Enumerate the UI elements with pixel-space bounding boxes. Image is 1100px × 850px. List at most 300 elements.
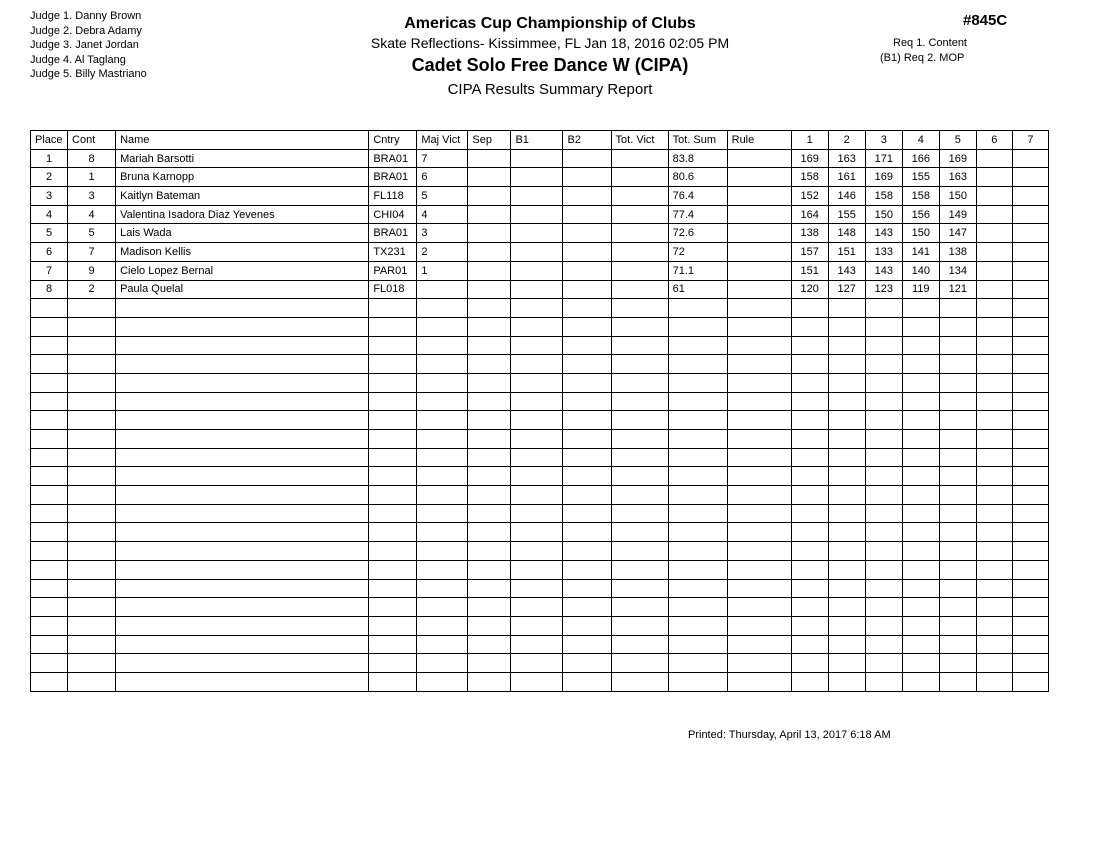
cell-j5: 150: [939, 187, 976, 206]
empty-cell: [116, 486, 369, 505]
empty-cell: [828, 467, 865, 486]
empty-cell: [865, 560, 902, 579]
empty-cell: [68, 299, 116, 318]
empty-cell: [468, 672, 511, 691]
empty-cell: [727, 373, 791, 392]
cell-j4: 119: [902, 280, 939, 299]
cell-j2: 151: [828, 243, 865, 262]
empty-cell: [369, 616, 417, 635]
empty-cell: [902, 392, 939, 411]
cell-place: 8: [31, 280, 68, 299]
empty-cell: [791, 467, 828, 486]
empty-cell: [611, 411, 668, 430]
cell-place: 7: [31, 261, 68, 280]
empty-cell: [939, 654, 976, 673]
cell-cont: 7: [68, 243, 116, 262]
empty-cell: [939, 430, 976, 449]
empty-cell: [828, 430, 865, 449]
empty-cell: [976, 467, 1012, 486]
empty-cell: [791, 672, 828, 691]
cell-sep: [468, 261, 511, 280]
cell-sep: [468, 224, 511, 243]
empty-cell: [727, 317, 791, 336]
empty-cell: [902, 635, 939, 654]
cell-b2: [563, 205, 611, 224]
cell-rule: [727, 149, 791, 168]
empty-cell: [828, 672, 865, 691]
empty-cell: [727, 504, 791, 523]
empty-cell: [727, 448, 791, 467]
results-body: [31, 149, 1049, 691]
empty-cell: [791, 336, 828, 355]
empty-cell: [31, 635, 68, 654]
empty-cell: [563, 654, 611, 673]
empty-cell: [468, 355, 511, 374]
cell-j6: [976, 205, 1012, 224]
cell-j1: 157: [791, 243, 828, 262]
empty-cell: [417, 654, 468, 673]
empty-cell: [369, 542, 417, 561]
empty-cell: [902, 486, 939, 505]
empty-cell: [1012, 448, 1048, 467]
cell-tot-sum: 77.4: [668, 205, 727, 224]
empty-cell: [369, 579, 417, 598]
cell-rule: [727, 224, 791, 243]
empty-cell: [1012, 579, 1048, 598]
cell-place: 5: [31, 224, 68, 243]
cell-place: 4: [31, 205, 68, 224]
empty-cell: [1012, 336, 1048, 355]
judge-line-1: Judge 1. Danny Brown: [30, 10, 142, 22]
empty-row: [31, 523, 1049, 542]
cell-cont: 9: [68, 261, 116, 280]
empty-cell: [791, 430, 828, 449]
empty-cell: [611, 616, 668, 635]
empty-cell: [902, 542, 939, 561]
empty-cell: [417, 411, 468, 430]
empty-cell: [611, 467, 668, 486]
cell-cont: 3: [68, 187, 116, 206]
empty-cell: [369, 560, 417, 579]
empty-cell: [369, 317, 417, 336]
empty-cell: [939, 542, 976, 561]
cell-j5: 147: [939, 224, 976, 243]
empty-cell: [563, 336, 611, 355]
empty-cell: [791, 542, 828, 561]
empty-cell: [902, 317, 939, 336]
empty-cell: [417, 579, 468, 598]
empty-cell: [939, 373, 976, 392]
column-header-j4: 4: [902, 131, 939, 150]
empty-cell: [865, 486, 902, 505]
empty-cell: [865, 542, 902, 561]
empty-cell: [791, 411, 828, 430]
empty-cell: [727, 355, 791, 374]
cell-cntry: BRA01: [369, 224, 417, 243]
cell-j5: 138: [939, 243, 976, 262]
empty-cell: [865, 392, 902, 411]
venue-date-line: Skate Reflections- Kissimmee, FL Jan 18, 2016 02:05 PM: [370, 35, 730, 51]
empty-cell: [791, 486, 828, 505]
empty-cell: [468, 430, 511, 449]
empty-cell: [511, 392, 563, 411]
empty-cell: [611, 560, 668, 579]
column-header-name: Name: [116, 131, 369, 150]
empty-cell: [727, 542, 791, 561]
empty-cell: [668, 486, 727, 505]
empty-cell: [828, 355, 865, 374]
empty-cell: [668, 355, 727, 374]
empty-cell: [668, 579, 727, 598]
empty-row: [31, 672, 1049, 691]
cell-j6: [976, 187, 1012, 206]
report-title: CIPA Results Summary Report: [447, 81, 653, 98]
cell-j2: 161: [828, 168, 865, 187]
cell-sep: [468, 187, 511, 206]
cell-b2: [563, 187, 611, 206]
empty-cell: [865, 299, 902, 318]
empty-cell: [116, 616, 369, 635]
cell-j6: [976, 149, 1012, 168]
cell-b1: [511, 168, 563, 187]
empty-cell: [976, 504, 1012, 523]
empty-cell: [369, 654, 417, 673]
column-header-cntry: Cntry: [369, 131, 417, 150]
empty-cell: [828, 598, 865, 617]
empty-cell: [1012, 430, 1048, 449]
empty-row: [31, 654, 1049, 673]
cell-j7: [1012, 261, 1048, 280]
cell-cont: 5: [68, 224, 116, 243]
empty-row: [31, 542, 1049, 561]
empty-cell: [727, 616, 791, 635]
empty-cell: [976, 355, 1012, 374]
column-header-j3: 3: [865, 131, 902, 150]
empty-cell: [369, 467, 417, 486]
cell-tot-sum: 72.6: [668, 224, 727, 243]
empty-cell: [511, 355, 563, 374]
empty-cell: [1012, 654, 1048, 673]
empty-cell: [791, 598, 828, 617]
cell-j3: 123: [865, 280, 902, 299]
empty-cell: [668, 373, 727, 392]
empty-cell: [369, 672, 417, 691]
cell-rule: [727, 187, 791, 206]
cell-tot-vict: [611, 187, 668, 206]
cell-name: Bruna Karnopp: [116, 168, 369, 187]
table-row: [31, 187, 1049, 206]
empty-cell: [727, 392, 791, 411]
empty-cell: [468, 598, 511, 617]
judge-line-4: Judge 4. Al Taglang: [30, 53, 126, 66]
empty-cell: [1012, 504, 1048, 523]
empty-cell: [563, 317, 611, 336]
cell-rule: [727, 168, 791, 187]
empty-cell: [902, 430, 939, 449]
empty-cell: [116, 336, 369, 355]
empty-cell: [468, 635, 511, 654]
empty-cell: [68, 373, 116, 392]
empty-cell: [727, 579, 791, 598]
empty-cell: [727, 486, 791, 505]
empty-row: [31, 486, 1049, 505]
empty-cell: [68, 411, 116, 430]
empty-cell: [68, 486, 116, 505]
empty-cell: [68, 654, 116, 673]
empty-cell: [828, 448, 865, 467]
empty-cell: [611, 598, 668, 617]
empty-cell: [865, 579, 902, 598]
empty-cell: [1012, 523, 1048, 542]
empty-cell: [939, 467, 976, 486]
cell-j7: [1012, 205, 1048, 224]
empty-cell: [417, 542, 468, 561]
cell-b1: [511, 261, 563, 280]
cell-name: Madison Kellis: [116, 243, 369, 262]
empty-cell: [116, 542, 369, 561]
empty-cell: [31, 448, 68, 467]
empty-cell: [369, 373, 417, 392]
cell-j3: 150: [865, 205, 902, 224]
empty-cell: [417, 392, 468, 411]
empty-cell: [563, 598, 611, 617]
cell-tot-vict: [611, 280, 668, 299]
cell-j7: [1012, 224, 1048, 243]
empty-cell: [511, 504, 563, 523]
empty-cell: [611, 299, 668, 318]
empty-cell: [468, 504, 511, 523]
cell-j5: 163: [939, 168, 976, 187]
empty-cell: [668, 598, 727, 617]
empty-row: [31, 616, 1049, 635]
empty-cell: [611, 654, 668, 673]
empty-cell: [976, 616, 1012, 635]
empty-cell: [611, 504, 668, 523]
cell-j2: 163: [828, 149, 865, 168]
empty-cell: [727, 523, 791, 542]
empty-cell: [828, 373, 865, 392]
cell-tot-vict: [611, 149, 668, 168]
empty-cell: [68, 392, 116, 411]
empty-cell: [828, 504, 865, 523]
cell-maj-vict: 5: [417, 187, 468, 206]
cell-j5: 149: [939, 205, 976, 224]
table-row: [31, 261, 1049, 280]
empty-cell: [511, 579, 563, 598]
empty-cell: [116, 411, 369, 430]
empty-cell: [511, 635, 563, 654]
empty-cell: [68, 523, 116, 542]
empty-cell: [865, 336, 902, 355]
empty-cell: [1012, 616, 1048, 635]
empty-cell: [976, 672, 1012, 691]
empty-cell: [828, 523, 865, 542]
cell-name: Cielo Lopez Bernal: [116, 261, 369, 280]
cell-cont: 2: [68, 280, 116, 299]
empty-cell: [116, 317, 369, 336]
cell-j7: [1012, 168, 1048, 187]
empty-cell: [668, 317, 727, 336]
empty-cell: [31, 616, 68, 635]
cell-j6: [976, 261, 1012, 280]
empty-cell: [31, 430, 68, 449]
column-header-tot-vict: Tot. Vict: [611, 131, 668, 150]
empty-cell: [939, 560, 976, 579]
empty-cell: [791, 504, 828, 523]
empty-cell: [468, 486, 511, 505]
empty-cell: [369, 523, 417, 542]
empty-cell: [902, 654, 939, 673]
empty-cell: [563, 448, 611, 467]
empty-cell: [468, 373, 511, 392]
cell-j2: 143: [828, 261, 865, 280]
empty-cell: [791, 355, 828, 374]
empty-cell: [563, 430, 611, 449]
empty-cell: [902, 616, 939, 635]
empty-cell: [68, 430, 116, 449]
empty-cell: [369, 336, 417, 355]
cell-sep: [468, 280, 511, 299]
empty-cell: [976, 486, 1012, 505]
empty-cell: [976, 299, 1012, 318]
empty-cell: [31, 392, 68, 411]
empty-cell: [369, 355, 417, 374]
competition-title: Americas Cup Championship of Clubs: [404, 15, 696, 32]
cell-j4: 166: [902, 149, 939, 168]
empty-cell: [791, 560, 828, 579]
cell-name: Lais Wada: [116, 224, 369, 243]
empty-cell: [369, 598, 417, 617]
empty-cell: [116, 504, 369, 523]
empty-cell: [939, 504, 976, 523]
empty-cell: [668, 616, 727, 635]
column-header-b2: B2: [563, 131, 611, 150]
empty-cell: [31, 411, 68, 430]
cell-j3: 143: [865, 261, 902, 280]
cell-maj-vict: 7: [417, 149, 468, 168]
cell-j5: 169: [939, 149, 976, 168]
empty-cell: [939, 448, 976, 467]
empty-cell: [727, 336, 791, 355]
cell-rule: [727, 243, 791, 262]
empty-cell: [902, 355, 939, 374]
event-number: #845C: [963, 12, 1008, 29]
empty-cell: [31, 654, 68, 673]
empty-cell: [976, 448, 1012, 467]
empty-cell: [668, 411, 727, 430]
empty-cell: [1012, 635, 1048, 654]
cell-b1: [511, 243, 563, 262]
empty-cell: [976, 654, 1012, 673]
empty-cell: [417, 448, 468, 467]
empty-cell: [511, 672, 563, 691]
empty-cell: [976, 635, 1012, 654]
empty-cell: [563, 672, 611, 691]
empty-cell: [902, 373, 939, 392]
column-header-maj-vict: Maj Vict: [417, 131, 468, 150]
empty-cell: [865, 448, 902, 467]
empty-cell: [468, 336, 511, 355]
cell-tot-vict: [611, 224, 668, 243]
empty-cell: [31, 598, 68, 617]
empty-cell: [976, 373, 1012, 392]
empty-cell: [668, 654, 727, 673]
empty-row: [31, 411, 1049, 430]
empty-cell: [668, 392, 727, 411]
empty-cell: [828, 616, 865, 635]
column-header-j6: 6: [976, 131, 1012, 150]
empty-cell: [865, 317, 902, 336]
empty-row: [31, 579, 1049, 598]
empty-cell: [417, 430, 468, 449]
cell-place: 1: [31, 149, 68, 168]
empty-cell: [369, 411, 417, 430]
empty-cell: [611, 523, 668, 542]
empty-cell: [902, 672, 939, 691]
empty-cell: [828, 317, 865, 336]
empty-cell: [468, 616, 511, 635]
cell-j2: 127: [828, 280, 865, 299]
empty-cell: [563, 373, 611, 392]
empty-cell: [511, 616, 563, 635]
empty-cell: [791, 448, 828, 467]
cell-cntry: CHI04: [369, 205, 417, 224]
empty-cell: [791, 579, 828, 598]
empty-cell: [668, 523, 727, 542]
empty-row: [31, 560, 1049, 579]
cell-cntry: BRA01: [369, 168, 417, 187]
empty-cell: [668, 299, 727, 318]
empty-cell: [976, 336, 1012, 355]
empty-cell: [939, 299, 976, 318]
empty-row: [31, 317, 1049, 336]
cell-tot-vict: [611, 205, 668, 224]
empty-cell: [865, 672, 902, 691]
empty-cell: [417, 672, 468, 691]
empty-cell: [116, 448, 369, 467]
empty-cell: [468, 392, 511, 411]
empty-cell: [611, 635, 668, 654]
cell-j3: 169: [865, 168, 902, 187]
empty-cell: [865, 504, 902, 523]
empty-cell: [668, 467, 727, 486]
empty-cell: [611, 373, 668, 392]
empty-cell: [31, 523, 68, 542]
empty-cell: [68, 579, 116, 598]
judge-line-2: Judge 2. Debra Adamy: [30, 24, 142, 37]
empty-cell: [791, 616, 828, 635]
cell-rule: [727, 261, 791, 280]
empty-cell: [727, 411, 791, 430]
empty-cell: [417, 635, 468, 654]
column-header-b1: B1: [511, 131, 563, 150]
empty-cell: [511, 542, 563, 561]
empty-cell: [68, 504, 116, 523]
cell-rule: [727, 280, 791, 299]
empty-cell: [68, 560, 116, 579]
empty-cell: [828, 560, 865, 579]
empty-cell: [902, 411, 939, 430]
empty-cell: [116, 467, 369, 486]
results-table: [30, 130, 1049, 692]
empty-cell: [369, 504, 417, 523]
cell-tot-sum: 76.4: [668, 187, 727, 206]
empty-cell: [417, 336, 468, 355]
cell-j2: 146: [828, 187, 865, 206]
cell-j3: 143: [865, 224, 902, 243]
cell-cont: 1: [68, 168, 116, 187]
empty-cell: [727, 430, 791, 449]
